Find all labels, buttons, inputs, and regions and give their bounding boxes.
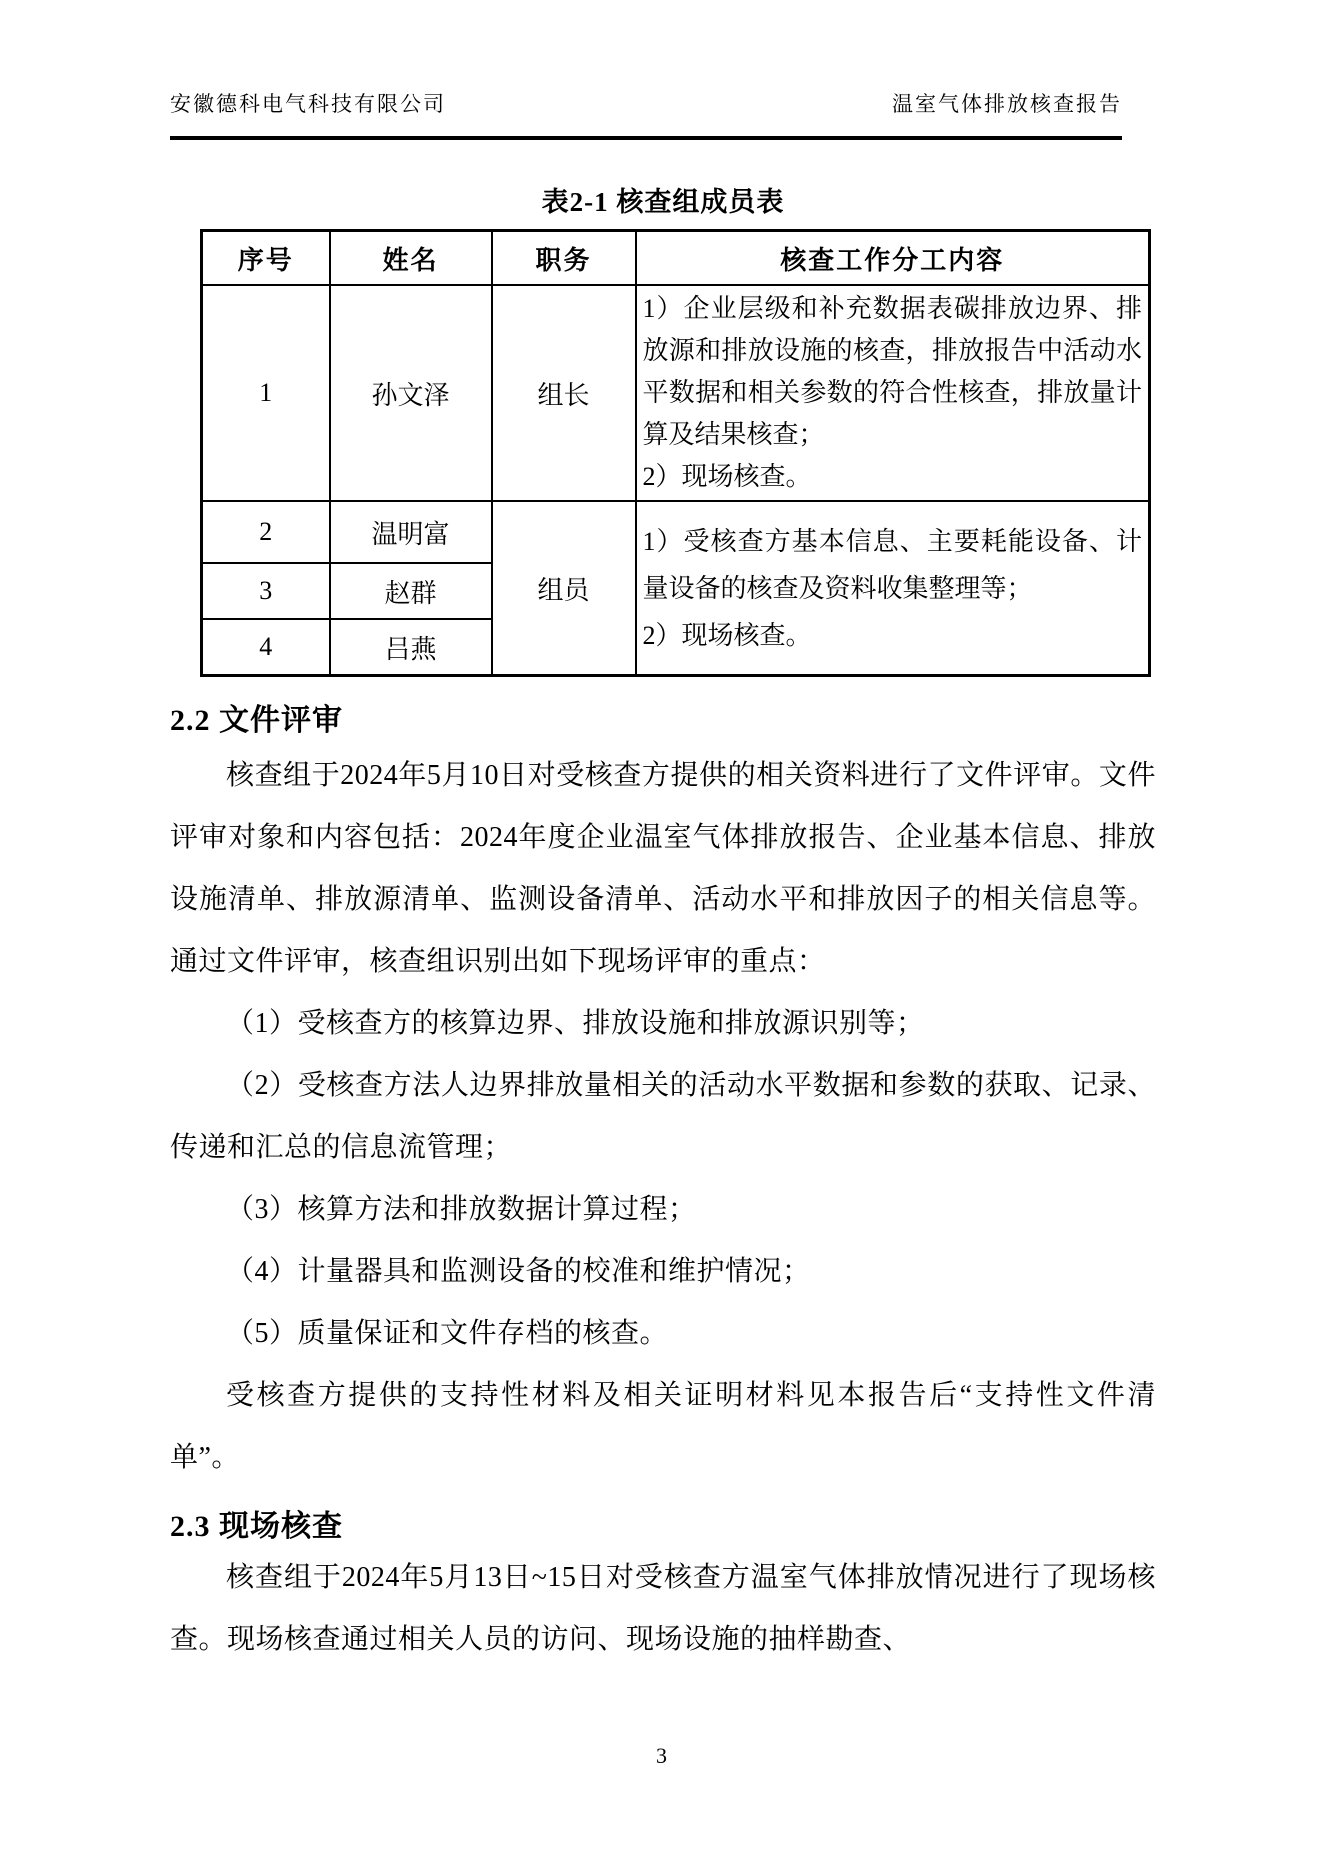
- table-row: [202, 501, 1150, 563]
- cell-no: 4: [202, 619, 330, 676]
- header-rule: [170, 136, 1122, 140]
- col-header-name: 姓名: [330, 231, 492, 286]
- cell-name: 温明富: [330, 501, 492, 563]
- page-content: [170, 156, 1156, 1671]
- duty-item: 1）受核查方基本信息、主要耗能设备、计量设备的核查及资料收集整理等；: [642, 526, 1142, 603]
- col-header-no: 序号: [202, 231, 330, 286]
- list-item-1: （1）受核查方的核算边界、排放设施和排放源识别等；: [226, 1008, 925, 1039]
- table-title: 表2-1 核查组成员表: [541, 187, 785, 217]
- cell-no: 3: [202, 563, 330, 619]
- list-item-2: （2）受核查方法人边界排放量相关的活动水平数据和参数的获取、记录、传递和汇总的信息流管理；: [170, 1070, 1156, 1163]
- duty-item: 2）现场核查。: [642, 462, 812, 491]
- paragraph: 核查组于2024年5月10日对受核查方提供的相关资料进行了文件评审。文件评审对象和内容包括：2024年度企业温室气体排放报告、企业基本信息、排放设施清单、排放源清单、监测设备清单、活动水平和排放因子的相关信息等。通过文件评审，核查组识别出如下现场评审的重点：: [170, 760, 1156, 977]
- header-company-name: 安徽德科电气科技有限公司: [170, 92, 446, 116]
- paragraph: 核查组于2024年5月13日~15日对受核查方温室气体排放情况进行了现场核查。现场核查通过相关人员的访问、现场设施的抽样勘查、: [170, 1562, 1156, 1655]
- cell-no: 2: [202, 501, 330, 563]
- cell-name: 吕燕: [330, 619, 492, 676]
- running-header: [170, 88, 1122, 118]
- cell-name: 孙文泽: [330, 285, 492, 501]
- cell-no: 1: [202, 285, 330, 501]
- cell-role: 组长: [492, 285, 636, 501]
- cell-duty-leader: [636, 285, 1150, 501]
- members-table: [200, 229, 1151, 677]
- header-report-title: 温室气体排放核查报告: [892, 92, 1122, 116]
- list-item-4: （4）计量器具和监测设备的校准和维护情况；: [226, 1256, 811, 1287]
- col-header-role: 职务: [492, 231, 636, 286]
- cell-duty-members: [636, 501, 1150, 676]
- duty-item: 2）现场核查。: [642, 620, 812, 650]
- col-header-duty: 核查工作分工内容: [636, 231, 1150, 286]
- paragraph: 受核查方提供的支持性材料及相关证明材料见本报告后“支持性文件清单”。: [170, 1380, 1156, 1473]
- cell-name: 赵群: [330, 563, 492, 619]
- table-header-row: [202, 231, 1150, 286]
- table-row: [202, 285, 1150, 501]
- list-item-3: （3）核算方法和排放数据计算过程；: [226, 1194, 697, 1225]
- section-heading-2-2: 2.2 文件评审: [170, 704, 343, 737]
- page-number: 3: [656, 1743, 667, 1768]
- list-item-5: （5）质量保证和文件存档的核查。: [226, 1318, 669, 1349]
- section-heading-2-3: 2.3 现场核查: [170, 1510, 343, 1543]
- cell-role-members: 组员: [492, 501, 636, 676]
- duty-item: 1）企业层级和补充数据表碳排放边界、排放源和排放设施的核查，排放报告中活动水平数据和相关参数的符合性核查，排放量计算及结果核查；: [642, 294, 1142, 449]
